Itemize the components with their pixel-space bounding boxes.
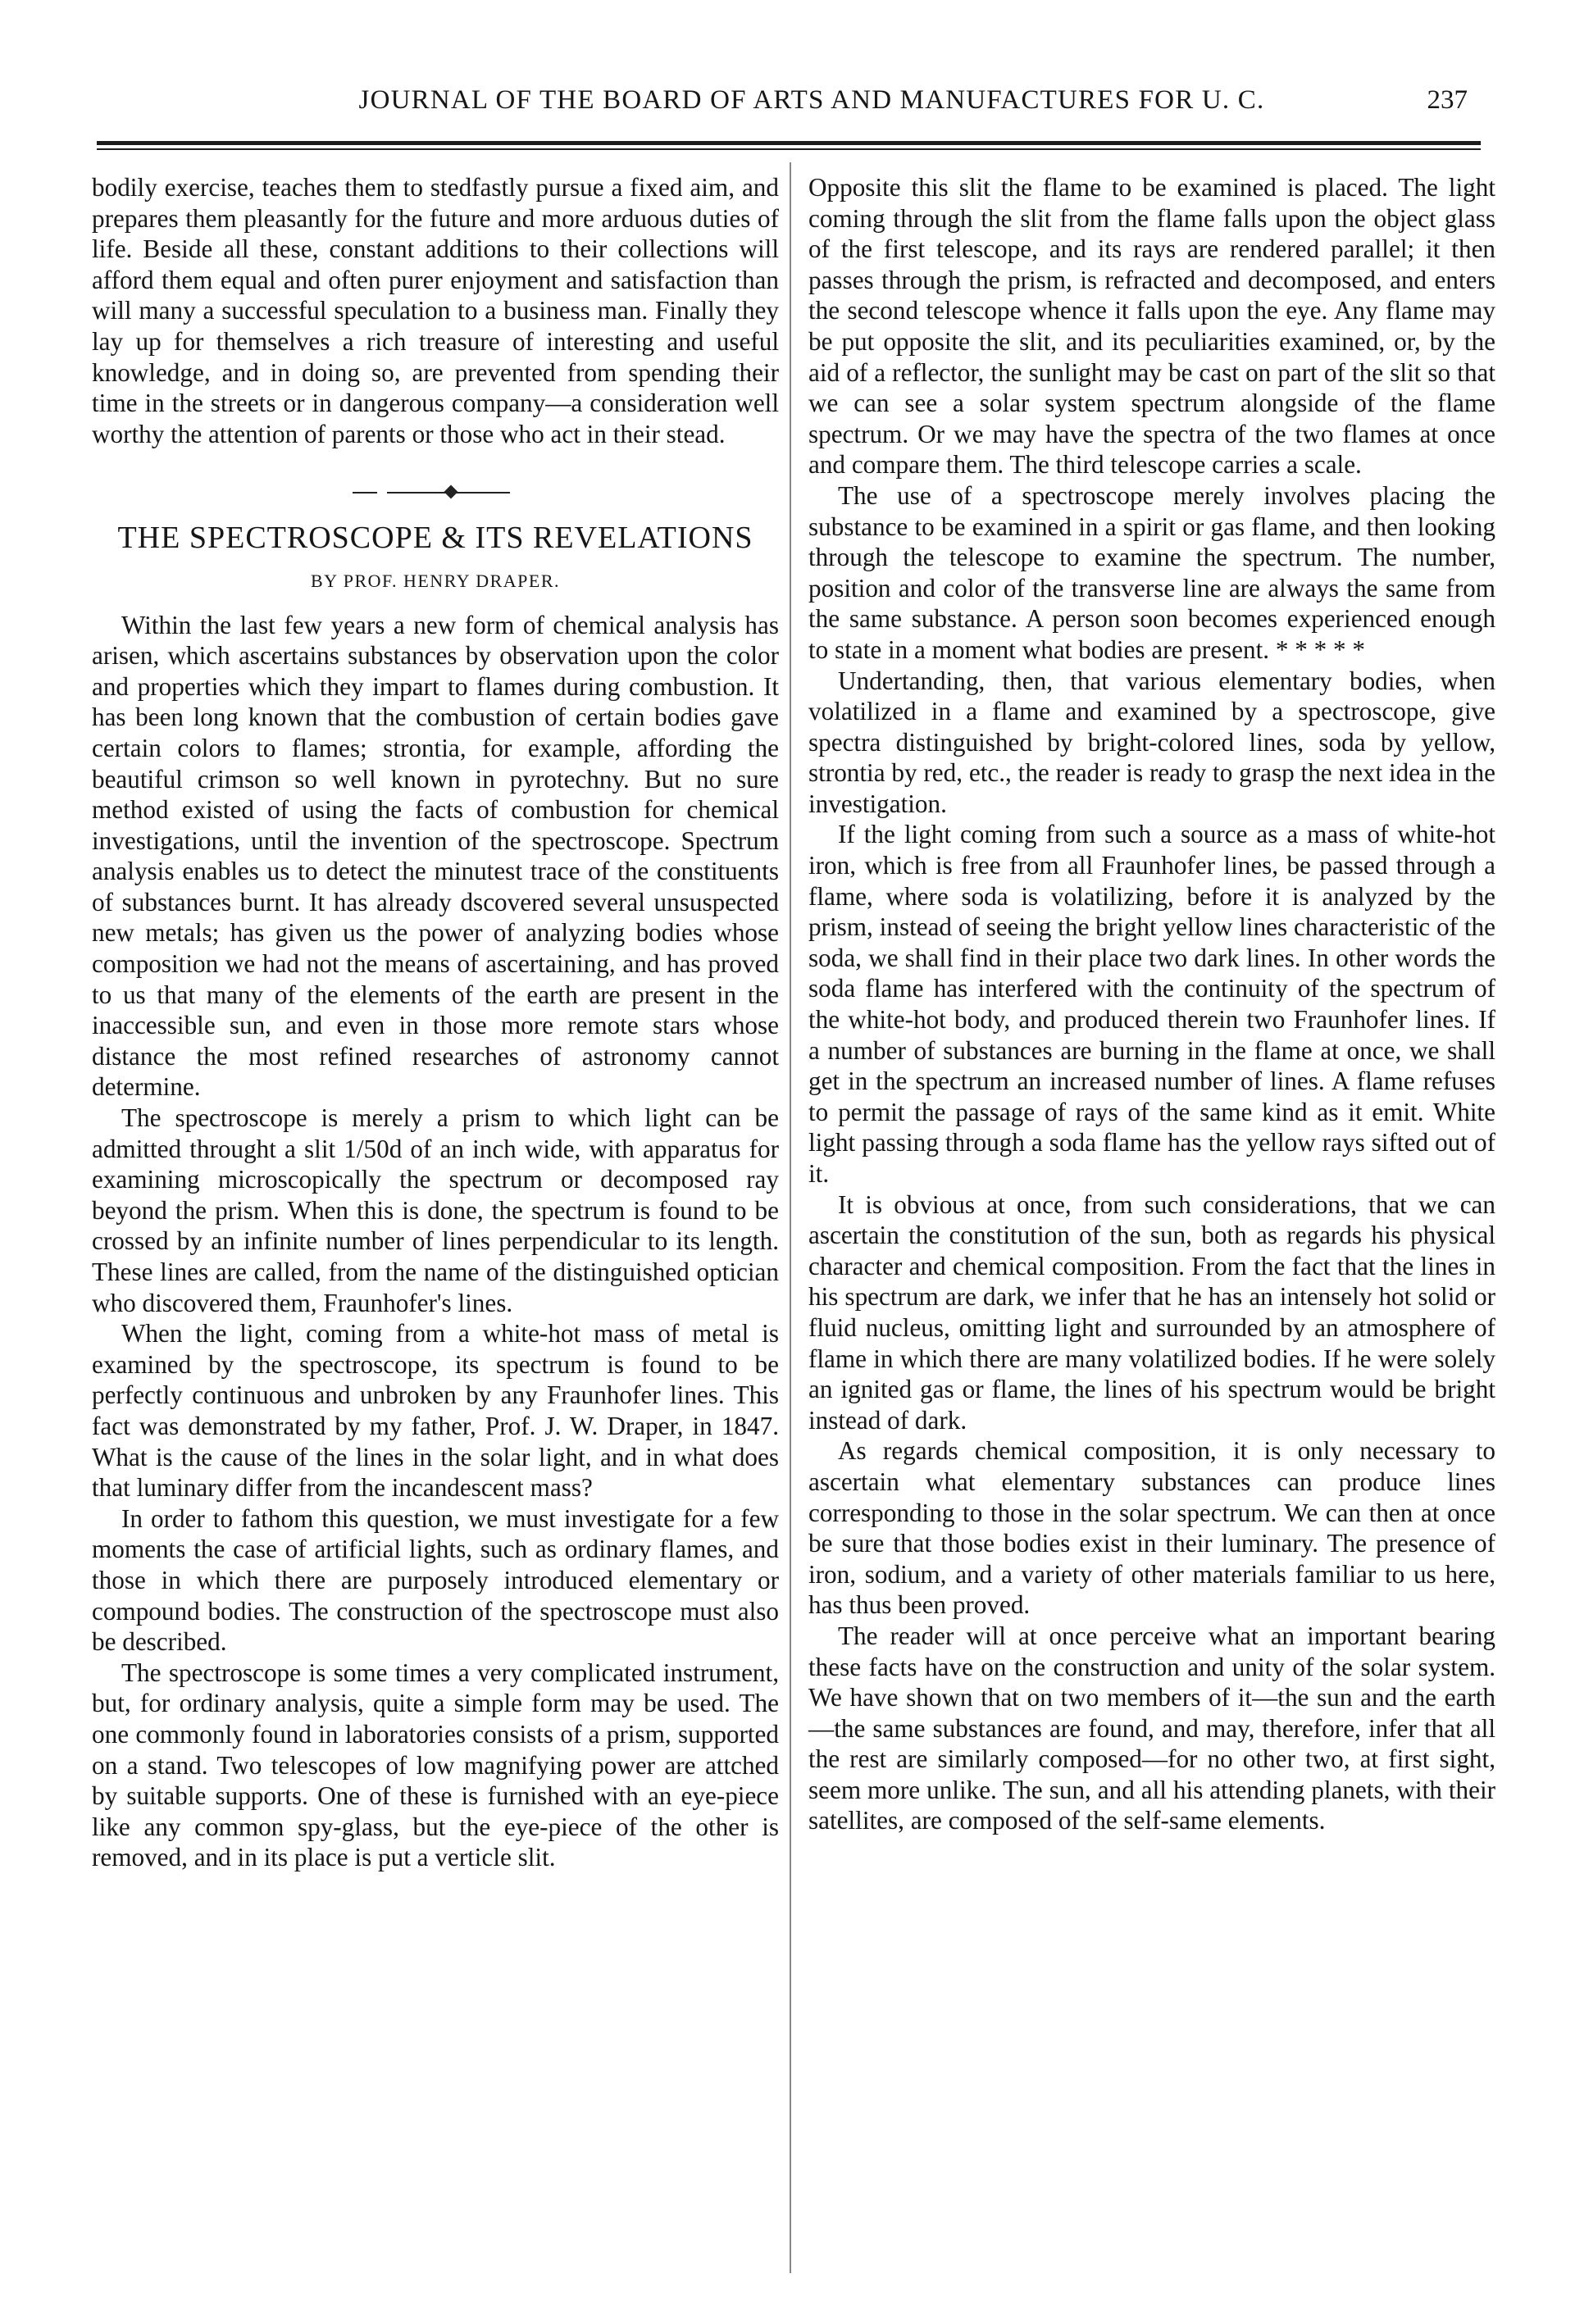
header-rule-thin — [97, 148, 1481, 150]
body-paragraph: In order to fathom this question, we must investigate for a few moments the case of artificial lights, such as ordinary flames, and those in which there are purposely introduced elementary or compound bodies. The construction of the spectroscope must also be described. — [92, 1503, 779, 1657]
body-paragraph: The reader will at once perceive what an important bearing these facts have on the construction and unity of the solar system. We have shown that on two members of it—the sun and the earth—the same substances are found, and may, therefore, infer that all the rest are similarly composed—for no other two, at first sight, seem more unlike. The sun, and all his attending planets, with their satellites, are composed of the self-same elements. — [808, 1621, 1495, 1835]
body-paragraph: As regards chemical composition, it is only necessary to ascertain what elementary substances can produce lines corresponding to those in the solar spectrum. We can then at once be sure that those bodies exist in their luminary. The presence of iron, sodium, and a variety of other materials familiar to us here, has thus been proved. — [808, 1436, 1495, 1620]
page-header — [98, 85, 1476, 134]
running-head: JOURNAL OF THE BOARD OF ARTS AND MANUFACTURES FOR U. C. — [358, 85, 1265, 115]
page-number: 237 — [1427, 85, 1468, 115]
body-paragraph: The spectroscope is merely a prism to which light can be admitted throught a slit 1/50d of an inch wide, with apparatus for examining microscopically the spectrum or decomposed ray beyond the prism. When this is done, the spectrum is found to be crossed by an infinite number of lines perpendicular to its length. These lines are called, from the name of the distinguished optician who discovered them, Fraunhofer's lines. — [92, 1103, 779, 1317]
body-paragraph: The use of a spectroscope merely involves placing the substance to be examined in a spirit or gas flame, and then looking through the telescope to examine the spectrum. The number, position and color of the transverse line are always the same from the same substance. A person soon becomes experienced enough to state in a moment what bodies are present. * * * * * — [808, 480, 1495, 664]
column-divider — [790, 162, 791, 2273]
section-ornament — [92, 472, 779, 513]
intro-paragraph: bodily exercise, teaches them to stedfastly pursue a fixed aim, and prepares them pleasantly for the future and more arduous duties of life. Beside all these, constant additions to their collections will afford them equal and often purer enjoyment and satisfaction than will many a successful speculation to a business man. Finally they lay up for themselves a rich treasure of interesting and useful knowledge, and in doing so, are prevented from spending their time in the streets or in dangerous company—a consideration well worthy the attention of parents or those who act in their stead. — [92, 173, 779, 448]
article-title: THE SPECTROSCOPE & ITS REVELATIONS — [117, 521, 753, 556]
body-paragraph: Undertanding, then, that various elementary bodies, when volatilized in a flame and examined by a spectroscope, give spectra distinguished by bright-colored lines, soda by yellow, strontia by red, etc., the reader is ready to grasp the next idea in the investigation. — [808, 666, 1495, 818]
body-paragraph: If the light coming from such a source as a mass of white-hot iron, which is free from all Fraunhofer lines, be passed through a flame, where soda is volatilizing, before it is analyzed by the prism, instead of seeing the bright yellow lines characteristic of the soda, we shall find in their place two dark lines. In other words the soda flame has interfered with the continuity of the spectrum of the white-hot body, and produced therein two Fraunhofer lines. If a number of substances are burning in the flame at once, we shall get in the spectrum an increased number of lines. A flame refuses to permit the passage of rays of the same kind as it emit. White light passing through a soda flame has the yellow rays sifted out of it. — [808, 820, 1495, 1188]
left-column — [92, 172, 779, 1873]
body-paragraph: It is obvious at once, from such considerations, that we can ascertain the constitution of the sun, both as regards his physical character and chemical composition. From the fact that the lines in his spectrum are dark, we infer that he has an intensely hot solid or fluid nucleus, omitting light and surrounded by an atmosphere of flame in which there are many volatilized bodies. If he were solely an ignited gas or flame, the lines of his spectrum would be bright instead of dark. — [808, 1189, 1495, 1435]
header-rule-thick — [97, 141, 1481, 145]
right-column — [808, 172, 1495, 1836]
body-paragraph: Within the last few years a new form of chemical analysis has arisen, which ascertains substances by observation upon the color and properties which they impart to flames during combustion. It has been long known that the combustion of certain bodies gave certain colors to flames; strontia, for example, affording the beautiful crimson so well known in pyrotechny. But no sure method existed of using the facts of combustion for chemical investigations, until the invention of the spectroscope. Spectrum analysis enables us to detect the minutest trace of the constituents of substances burnt. It has already dscovered several unsuspected new metals; has given us the power of analyzing bodies whose composition we had not the means of ascertaining, and has proved to us that many of the elements of the earth are present in the inaccessible sun, and even in those more remote stars whose distance the most refined researches of astronomy cannot determine. — [92, 610, 779, 1102]
body-paragraph: When the light, coming from a white-hot mass of metal is examined by the spectroscope, its spectrum is found to be perfectly continuous and unbroken by any Fraunhofer lines. This fact was demonstrated by my father, Prof. J. W. Draper, in 1847. What is the cause of the lines in the solar light, and in what does that luminary differ from the incandescent mass? — [92, 1319, 779, 1503]
ornament-diamond — [444, 485, 458, 499]
body-paragraph: The spectroscope is some times a very complicated instrument, but, for ordinary analysis, quite a simple form may be used. The one commonly found in laboratories consists of a prism, supported on a stand. Two telescopes of low magnifying power are attched by suitable supports. One of these is furnished with an eye-piece like any common spy-glass, but the eye-piece of the other is removed, and in its place is put a verticle slit. — [92, 1658, 779, 1872]
article-byline: BY PROF. HENRY DRAPER. — [310, 570, 561, 591]
body-paragraph: Opposite this slit the flame to be examined is placed. The light coming through the slit from the flame falls upon the object glass of the first telescope, and its rays are rendered parallel; it then passes through the prism, is refracted and decomposed, and enters the second telescope whence it falls upon the eye. Any flame may be put opposite the slit, and its peculiarities examined, or, by the aid of a reflector, the sunlight may be cast on part of the slit so that we can see a solar system spectrum alongside of the flame spectrum. Or we may have the spectra of the two flames at once and compare them. The third telescope carries a scale. — [808, 173, 1495, 480]
